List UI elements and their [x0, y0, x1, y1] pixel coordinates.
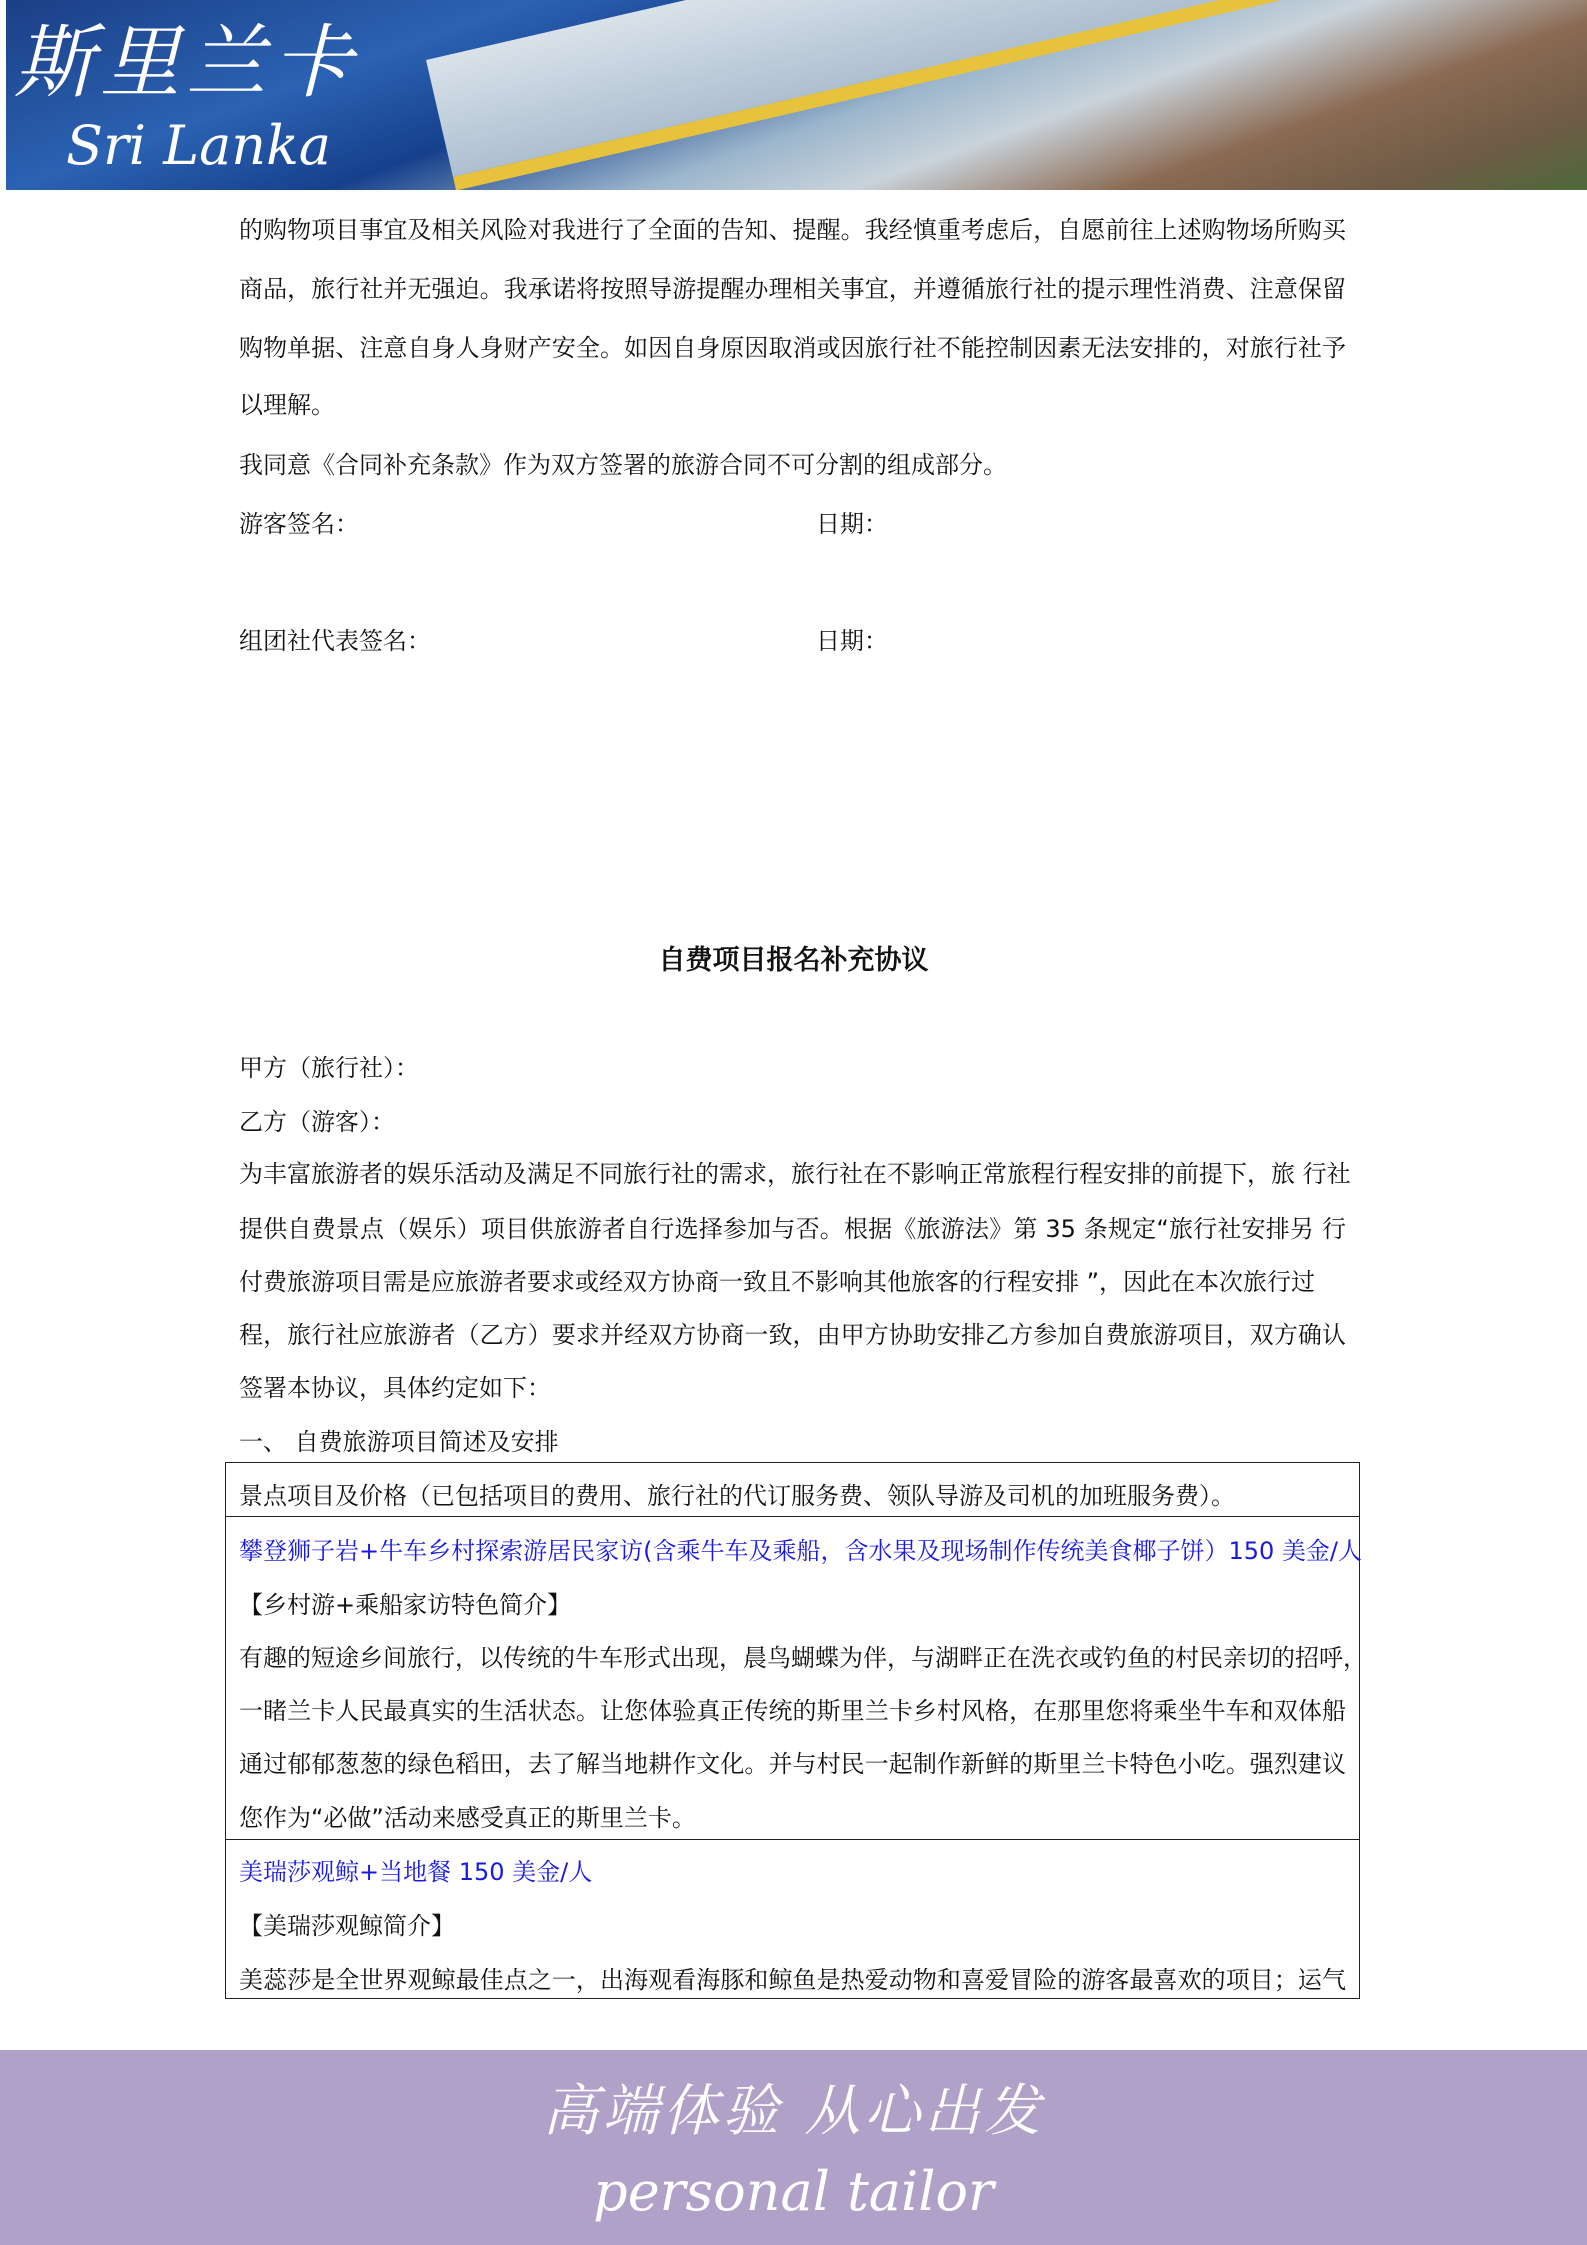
- train-image: [426, 0, 1587, 190]
- party-b-label: 乙方（游客）：: [239, 1108, 395, 1136]
- item-desc: 美蕊莎是全世界观鲸最佳点之一，出海观看海豚和鲸鱼是热爱动物和喜爱冒险的游客最喜欢的项目；运气: [239, 1966, 1346, 1994]
- table-divider: [225, 1516, 1360, 1517]
- agency-signature-label: 组团社代表签名：: [239, 627, 431, 655]
- table-header: 景点项目及价格（已包括项目的费用、旅行社的代订服务费、领队导游及司机的加班服务费）。: [239, 1482, 1235, 1510]
- intro-line: 签署本协议，具体约定如下：: [239, 1374, 551, 1402]
- item-name: 攀登狮子岩+牛车乡村探索游居民家访(含乘牛车及乘船，含水果及现场制作传统美食椰子饼）150 美金/人: [239, 1537, 1362, 1565]
- item-name: 美瑞莎观鲸+当地餐 150 美金/人: [239, 1858, 593, 1886]
- party-a-label: 甲方（旅行社）：: [239, 1054, 419, 1082]
- item-desc: 通过郁郁葱葱的绿色稻田，去了解当地耕作文化。并与村民一起制作新鲜的斯里兰卡特色小吃。强烈建议: [239, 1750, 1346, 1778]
- item-desc: 有趣的短途乡间旅行，以传统的牛车形式出现，晨鸟蝴蝶为伴，与湖畔正在洗衣或钓鱼的村民亲切的招呼，: [239, 1644, 1367, 1672]
- table-divider: [225, 1839, 1360, 1840]
- header-banner: [6, 0, 1587, 190]
- intro-line: 程，旅行社应旅游者（乙方）要求并经双方协商一致，由甲方协助安排乙方参加自费旅游项目，双方确认: [239, 1321, 1346, 1349]
- item-desc: 一睹兰卡人民最真实的生活状态。让您体验真正传统的斯里兰卡乡村风格，在那里您将乘坐牛车和双体船: [239, 1697, 1346, 1725]
- banner-title-cn: 斯里兰卡: [14, 16, 358, 109]
- agreement-title: 自费项目报名补充协议: [658, 945, 929, 976]
- date-label: 日期：: [816, 510, 888, 538]
- body-line: 的购物项目事宜及相关风险对我进行了全面的告知、提醒。我经慎重考虑后，自愿前往上述购物场所购买: [239, 216, 1346, 244]
- intro-line: 提供自费景点（娱乐）项目供旅游者自行选择参加与否。根据《旅游法》第 35 条规定“旅行社安排另 行: [239, 1215, 1346, 1243]
- intro-line: 付费旅游项目需是应旅游者要求或经双方协商一致且不影响其他旅客的行程安排 ”，因此在本次旅行过: [239, 1268, 1316, 1296]
- tourist-signature-label: 游客签名：: [239, 510, 359, 538]
- item-subtitle: 【美瑞莎观鲸简介】: [239, 1912, 455, 1940]
- body-line: 我同意《合同补充条款》作为双方签署的旅游合同不可分割的组成部分。: [239, 451, 1007, 479]
- section-heading: 一、 自费旅游项目简述及安排: [239, 1428, 559, 1456]
- banner-title-en: Sri Lanka: [66, 114, 331, 177]
- date-label: 日期：: [816, 627, 888, 655]
- intro-line: 为丰富旅游者的娱乐活动及满足不同旅行社的需求，旅行社在不影响正常旅程行程安排的前提下，旅 行社: [239, 1160, 1351, 1188]
- item-subtitle: 【乡村游+乘船家访特色简介】: [239, 1591, 572, 1619]
- footer-banner: [0, 2050, 1587, 2245]
- body-line: 商品，旅行社并无强迫。我承诺将按照导游提醒办理相关事宜，并遵循旅行社的提示理性消费、注意保留: [239, 275, 1346, 303]
- footer-slogan-cn: 高端体验 从心出发: [542, 2079, 1045, 2144]
- footer-slogan-en: personal tailor: [593, 2160, 994, 2223]
- body-line: 以理解。: [239, 391, 335, 419]
- body-line: 购物单据、注意自身人身财产安全。如因自身原因取消或因旅行社不能控制因素无法安排的，对旅行社予: [239, 334, 1346, 362]
- item-desc: 您作为“必做”活动来感受真正的斯里兰卡。: [239, 1804, 696, 1832]
